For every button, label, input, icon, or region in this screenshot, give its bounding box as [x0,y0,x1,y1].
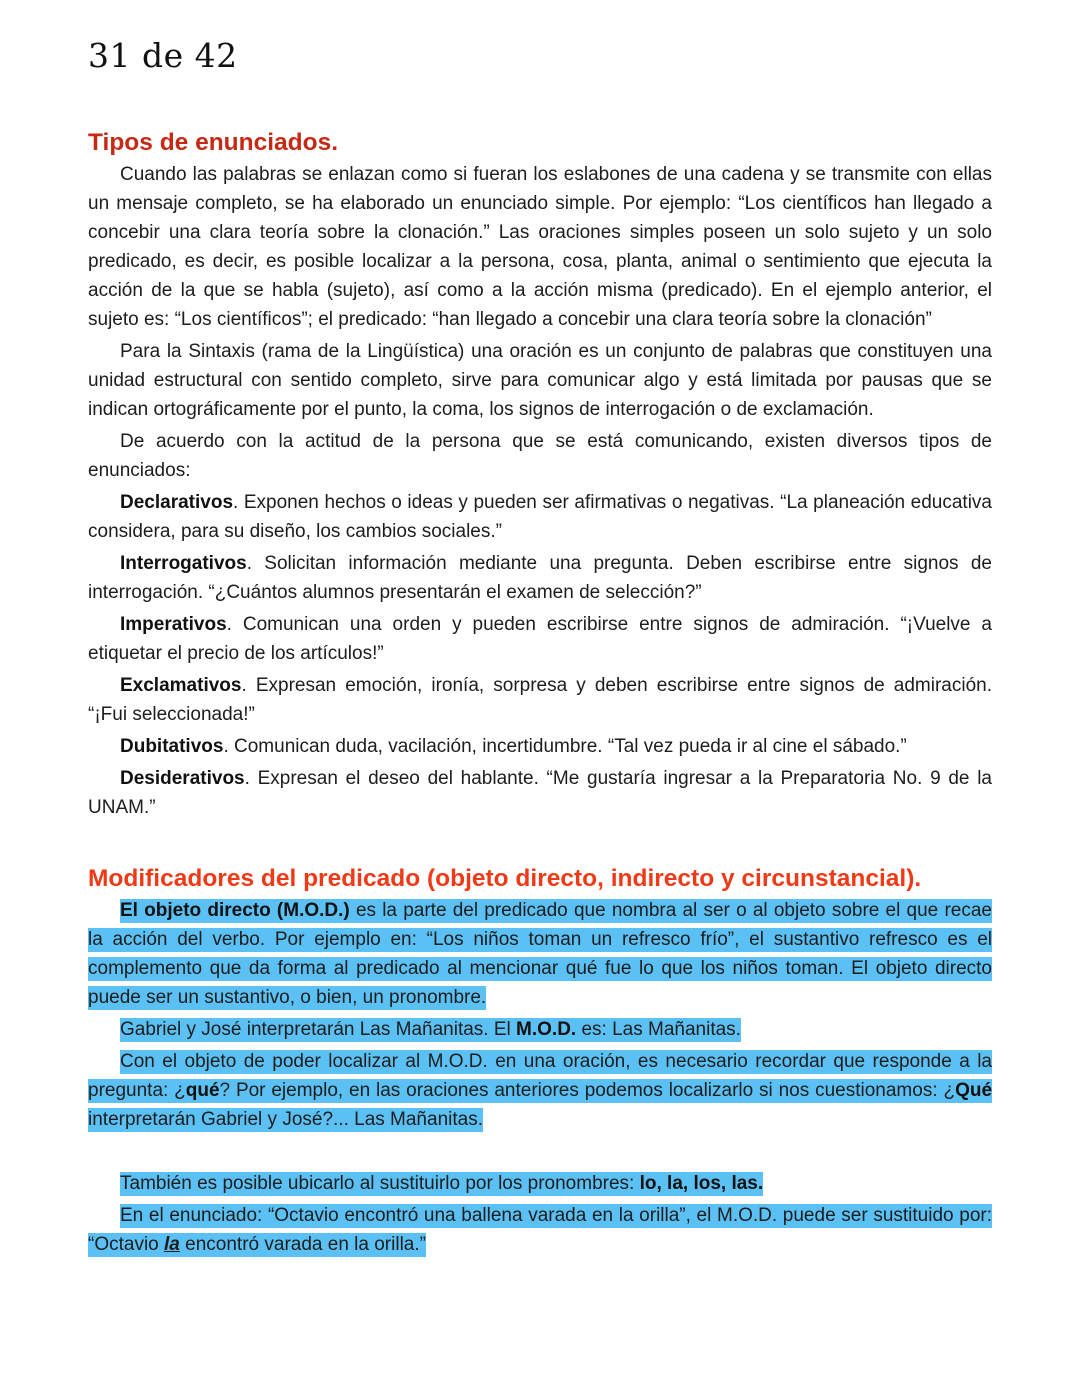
type-term: Imperativos [120,614,227,635]
spacer [88,1137,992,1169]
pronouns-list: lo, la, los, las. [639,1173,764,1194]
question-text: interpretarán Gabriel y José?... Las Mañanitas. [88,1109,483,1130]
paragraph-sintaxis: Para la Sintaxis (rama de la Lingüística) una oración es un conjunto de palabras que constituyen una unidad estructural con sentido completo, sirve para comunicar algo y está limitada por pausas que se indican ortográficamente por el punto, la coma, los signos de interrogación o de exclamación. [88,341,992,420]
paragraph-objeto-directo [88,896,992,1012]
section-title-tipos-enunciados: Tipos de enunciados. [88,129,339,156]
term-que: qué [185,1080,220,1101]
type-term: Dubitativos [120,736,224,757]
type-desiderativos [88,764,992,822]
paragraph-actitud: De acuerdo con la actitud de la persona que se está comunicando, existen diversos tipos de enunciados: [88,431,992,481]
type-description: . Comunican una orden y pueden escribirse entre signos de admiración. “¡Vuelve a etiquetar el precio de los artículos!” [88,614,992,664]
type-declarativos [88,488,992,546]
paragraph-pronombres [88,1169,992,1198]
type-term: Desiderativos [120,768,245,789]
type-imperativos [88,610,992,668]
section-title-modificadores: Modificadores del predicado (objeto directo, indirecto y circunstancial). [88,865,922,892]
example-text: es: Las Mañanitas. [576,1019,741,1040]
type-term: Interrogativos [120,553,247,574]
term-que-capital: Qué [955,1080,993,1101]
page-number: 31 de 42 [88,36,238,75]
paragraph-enunciado-simple: Cuando las palabras se enlazan como si fueran los eslabones de una cadena y se transmite con ellas un mensaje completo, se ha elaborado un enunciado simple. Por ejemplo: “Los científicos han llegado a concebir una clara teoría sobre la clonación.” Las oraciones simples poseen un solo sujeto y un solo predicado, es decir, es posible localizar a la persona, cosa, planta, animal o sentimiento que ejecuta la acción de la que se habla (sujeto), así como a la acción misma (predicado). En el ejemplo anterior, el sujeto es: “Los científicos”; el predicado: “han llegado a concebir una clara teoría sobre la clonación” [88,164,992,330]
highlight [88,1050,992,1132]
pronouns-text: También es posible ubicarlo al sustituirlo por los pronombres: [120,1173,640,1194]
highlight [120,1172,763,1196]
highlight [88,1204,992,1257]
highlight [88,899,992,1010]
document-body [88,126,992,1262]
type-description: . Comunican duda, vacilación, incertidumbre. “Tal vez pueda ir al cine el sábado.” [223,736,907,757]
objeto-directo-definition: es la parte del predicado que nombra al ser o al objeto sobre el que recae la acción del verbo. Por ejemplo en: “Los niños toman un refresco frío”, el sustantivo refresco es el complemento que da forma al predicado al mencionar qué fue lo que los niños toman. El objeto directo puede ser un sustantivo, o bien, un pronombre. [88,900,992,1008]
highlight [120,1018,741,1042]
paragraph-example-mananitas [88,1015,992,1044]
octavio-text: En el enunciado: “Octavio encontró una ballena varada en la orilla”, el M.O.D. puede ser sustituido por: “Octavio [88,1205,992,1255]
type-description: . Exponen hechos o ideas y pueden ser afirmativas o negativas. “La planeación educativa considera, para su diseño, los cambios sociales.” [88,492,992,542]
type-term: Declarativos [120,492,234,513]
example-text: Gabriel y José interpretarán Las Mañanitas. El [120,1019,517,1040]
type-dubitativos [88,732,992,761]
type-interrogativos [88,549,992,607]
question-text: ? Por ejemplo, en las oraciones anteriores podemos localizarlo si nos cuestionamos: ¿ [219,1080,956,1101]
paragraph-octavio-example [88,1201,992,1259]
type-term: Exclamativos [120,675,242,696]
type-description: . Solicitan información mediante una pregunta. Deben escribirse entre signos de interrogación. “¿Cuántos alumnos presentarán el examen de selección?” [88,553,992,603]
paragraph-pregunta-que [88,1047,992,1134]
question-text: Con el objeto de poder localizar al M.O.D. en una oración, es necesario recordar que responde a la pregunta: ¿ [88,1051,992,1101]
type-description: . Expresan emoción, ironía, sorpresa y deben escribirse entre signos de admiración. “¡Fui seleccionada!” [88,675,992,725]
term-mod: M.O.D. [516,1019,577,1040]
term-objeto-directo: El objeto directo (M.O.D.) [120,900,350,921]
type-exclamativos [88,671,992,729]
pronoun-la: la [164,1234,180,1255]
octavio-text: encontró varada en la orilla.” [179,1234,426,1255]
type-description: . Expresan el deseo del hablante. “Me gustaría ingresar a la Preparatoria No. 9 de la UNAM.” [88,768,992,818]
